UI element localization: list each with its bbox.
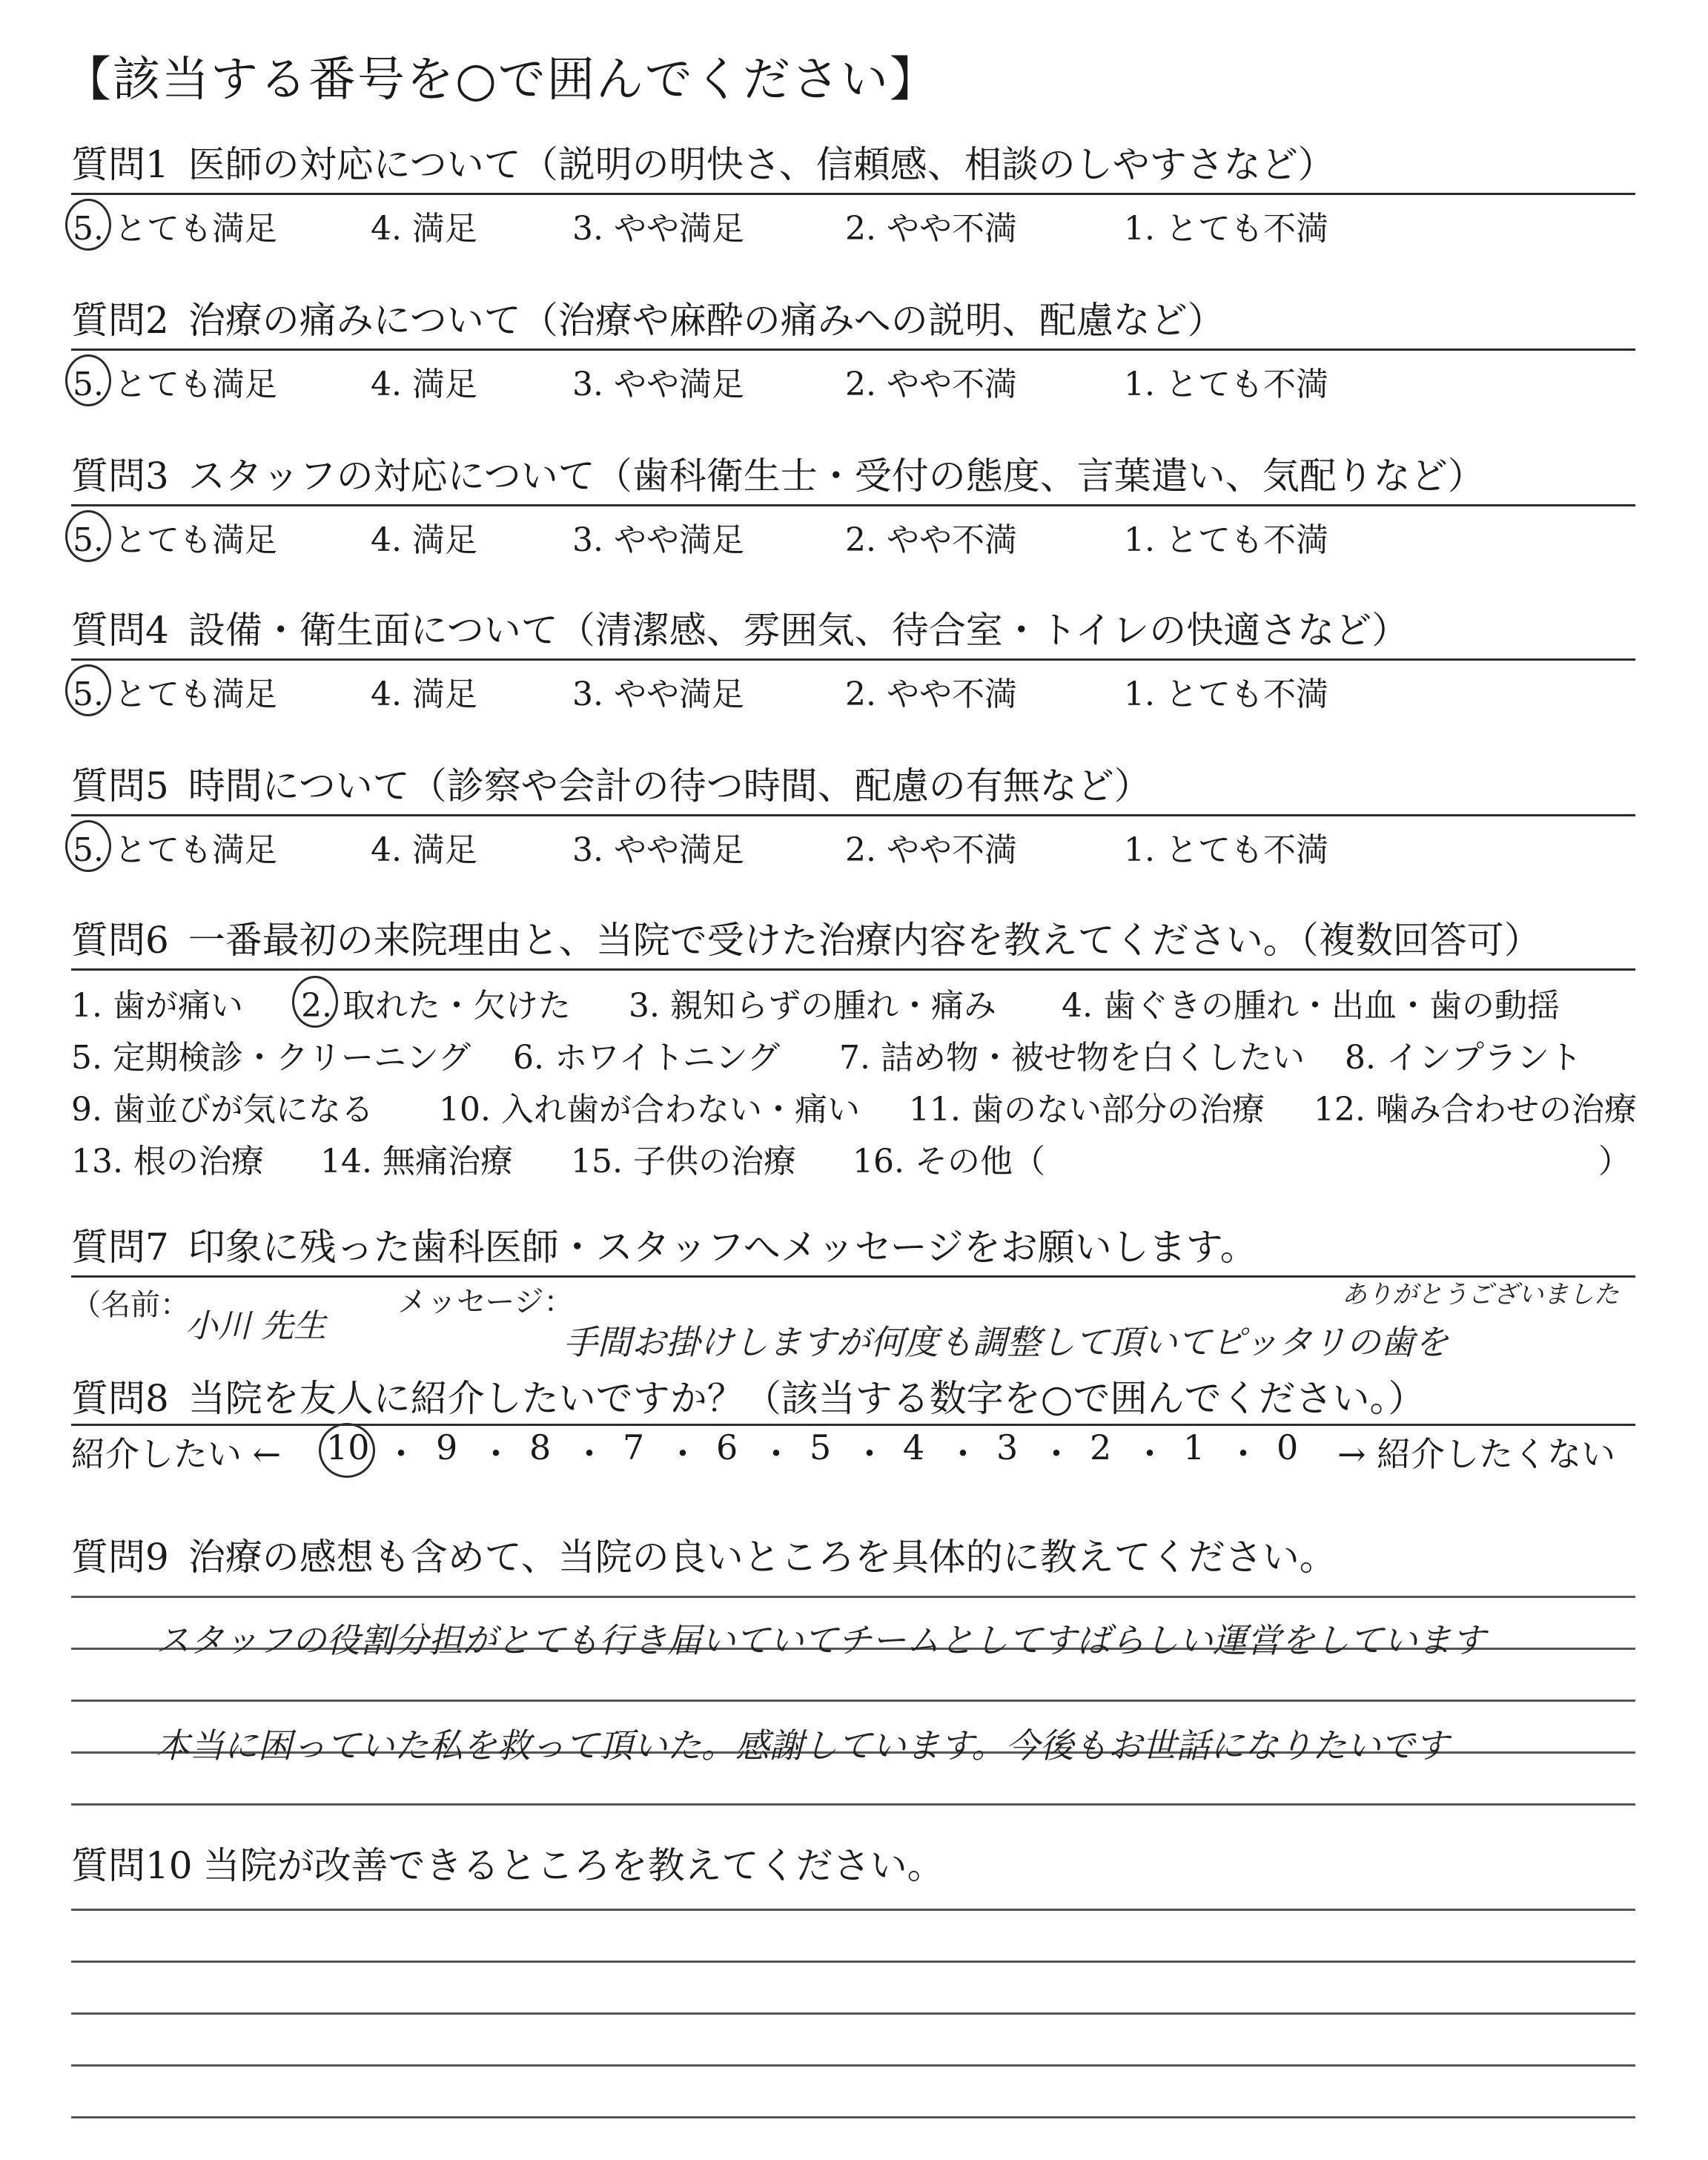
question-text: 治療の痛みについて（治療や麻酔の痛みへの説明、配慮など） — [188, 299, 1225, 342]
answer-line — [71, 2012, 1635, 2015]
answer-line — [71, 1961, 1635, 1963]
scale-3[interactable]: 3 — [996, 1427, 1019, 1467]
question-text: 印象に残った歯科医師・スタッフへメッセージをお願いします。 — [188, 1226, 1257, 1269]
option-1[interactable]: 1. とても不満 — [1124, 831, 1328, 869]
option-5[interactable]: 5. とても満足 — [73, 521, 277, 559]
option-4[interactable]: 4. 満足 — [371, 676, 477, 713]
question-8 — [71, 1376, 1635, 1421]
question-number: 質問9 — [71, 1536, 169, 1579]
scale-left-label: 紹介したい ← — [71, 1434, 282, 1474]
question-text: 当院が改善できるところを教えてください。 — [202, 1844, 944, 1887]
rating-options — [71, 823, 1635, 868]
question-2 — [71, 298, 1635, 403]
treatment-option-13[interactable]: 13. 根の治療 — [71, 1143, 264, 1180]
divider — [71, 658, 1635, 661]
question-7 — [71, 1225, 1635, 1269]
treatment-option-14[interactable]: 14. 無痛治療 — [320, 1143, 513, 1180]
scale-8[interactable]: 8 — [529, 1427, 552, 1467]
question-number: 質問4 — [71, 609, 169, 652]
question-text: 一番最初の来院理由と、当院で受けた治療内容を教えてください。（複数回答可） — [188, 919, 1541, 962]
option-1[interactable]: 1. とても不満 — [1124, 521, 1328, 559]
treatment-option-2[interactable]: 2. 取れた・欠けた — [301, 987, 571, 1025]
option-1[interactable]: 1. とても不満 — [1124, 366, 1328, 403]
divider — [71, 968, 1635, 971]
scale-dot: ・ — [759, 1434, 793, 1474]
rating-options — [71, 513, 1635, 558]
option-3[interactable]: 3. やや満足 — [572, 676, 744, 713]
name-label: （名前： — [71, 1288, 190, 1322]
treatment-row-3 — [71, 1083, 1635, 1127]
question-5 — [71, 764, 1635, 869]
question-number: 質問8 — [71, 1377, 169, 1420]
treatment-option-9[interactable]: 9. 歯並びが気になる — [71, 1091, 374, 1129]
other-close-paren: ） — [1598, 1143, 1631, 1180]
scale-dot: ・ — [946, 1434, 980, 1474]
option-5[interactable]: 5. とても満足 — [73, 366, 277, 403]
recommend-scale — [71, 1427, 1635, 1472]
treatment-option-3[interactable]: 3. 親知らずの腫れ・痛み — [629, 987, 996, 1025]
question-text: 治療の感想も含めて、当院の良いところを具体的に教えてください。 — [188, 1536, 1337, 1579]
scale-dot: ・ — [1039, 1434, 1073, 1474]
option-3[interactable]: 3. やや満足 — [572, 366, 744, 403]
scale-right-label: → 紹介したくない — [1337, 1434, 1616, 1474]
scale-7[interactable]: 7 — [623, 1427, 645, 1467]
option-4[interactable]: 4. 満足 — [371, 521, 477, 559]
scale-10[interactable]: 10 — [326, 1427, 370, 1467]
question-3 — [71, 454, 1635, 559]
q9-answer-line-1[interactable]: スタッフの役割分担がとても行き届いていてチームとしてすばらしい運営をしています — [156, 1620, 1486, 1660]
message-label: メッセージ： — [397, 1285, 574, 1319]
question-number: 質問5 — [71, 764, 169, 807]
option-3[interactable]: 3. やや満足 — [572, 521, 744, 559]
scale-dot: ・ — [666, 1434, 700, 1474]
treatment-row-2 — [71, 1031, 1635, 1075]
divider — [71, 193, 1635, 195]
treatment-option-6[interactable]: 6. ホワイトニング — [513, 1039, 781, 1077]
question-number: 質問2 — [71, 299, 169, 342]
scale-dot: ・ — [1133, 1434, 1167, 1474]
scale-dot: ・ — [853, 1434, 887, 1474]
option-2[interactable]: 2. やや不満 — [845, 210, 1017, 248]
treatment-option-10[interactable]: 10. 入れ歯が合わない・痛い — [439, 1091, 860, 1129]
treatment-option-7[interactable]: 7. 詰め物・被せ物を白くしたい — [839, 1039, 1305, 1077]
divider — [71, 814, 1635, 816]
option-4[interactable]: 4. 満足 — [371, 831, 477, 869]
option-5[interactable]: 5. とても満足 — [73, 210, 277, 248]
answer-line — [71, 2064, 1635, 2067]
divider — [71, 349, 1635, 351]
scale-9[interactable]: 9 — [436, 1427, 458, 1467]
answer-line — [71, 1909, 1635, 1911]
rating-options — [71, 202, 1635, 246]
treatment-option-16[interactable]: 16. その他（ — [853, 1143, 1045, 1180]
scale-5[interactable]: 5 — [810, 1427, 832, 1467]
question-number: 質問1 — [71, 143, 169, 186]
treatment-option-12[interactable]: 12. 噛み合わせの治療 — [1314, 1091, 1637, 1129]
option-1[interactable]: 1. とても不満 — [1124, 676, 1328, 713]
rating-options — [71, 357, 1635, 402]
treatment-option-8[interactable]: 8. インプラント — [1345, 1039, 1582, 1077]
treatment-option-4[interactable]: 4. 歯ぐきの腫れ・出血・歯の動揺 — [1062, 987, 1560, 1025]
question-9 — [71, 1535, 1635, 1579]
option-5[interactable]: 5. とても満足 — [73, 831, 277, 869]
answer-line — [71, 1803, 1635, 1806]
question-6 — [71, 918, 1637, 1180]
question-number: 質問7 — [71, 1226, 169, 1269]
option-3[interactable]: 3. やや満足 — [572, 210, 744, 248]
scale-dot: ・ — [384, 1434, 418, 1474]
option-1[interactable]: 1. とても不満 — [1124, 210, 1328, 248]
option-5[interactable]: 5. とても満足 — [73, 676, 277, 713]
scale-dot: ・ — [1226, 1434, 1260, 1474]
option-2[interactable]: 2. やや不満 — [845, 831, 1017, 869]
treatment-option-1[interactable]: 1. 歯が痛い — [71, 987, 243, 1025]
scale-0[interactable]: 0 — [1277, 1427, 1299, 1467]
question-10 — [71, 1843, 1635, 1888]
scale-dot: ・ — [572, 1434, 606, 1474]
treatment-row-1 — [71, 979, 1635, 1023]
question-4 — [71, 608, 1635, 713]
question-number: 質問10 — [71, 1844, 193, 1887]
question-number: 質問6 — [71, 919, 169, 962]
scale-4[interactable]: 4 — [903, 1427, 925, 1467]
option-2[interactable]: 2. やや不満 — [845, 676, 1017, 713]
treatment-option-15[interactable]: 15. 子供の治療 — [571, 1143, 796, 1180]
option-4[interactable]: 4. 満足 — [371, 210, 477, 248]
scale-dot: ・ — [479, 1434, 513, 1474]
question-text: 時間について（診察や会計の待つ時間、配慮の有無など） — [188, 764, 1151, 807]
answer-line — [71, 2116, 1635, 2118]
question-1 — [71, 142, 1635, 248]
rating-options — [71, 667, 1635, 712]
option-2[interactable]: 2. やや不満 — [845, 366, 1017, 403]
message-extra[interactable]: ありがとうございました — [1342, 1280, 1619, 1309]
question-text: 当院を友人に紹介したいですか？（該当する数字を○で囲んでください。） — [188, 1377, 1426, 1420]
treatment-option-5[interactable]: 5. 定期検診・クリーニング — [71, 1039, 471, 1077]
form-header: 【該当する番号を○で囲んでください】 — [64, 53, 939, 108]
question-text: スタッフの対応について（歯科衛生士・受付の態度、言葉遣い、気配りなど） — [188, 455, 1485, 498]
option-3[interactable]: 3. やや満足 — [572, 831, 744, 869]
scale-6[interactable]: 6 — [716, 1427, 738, 1467]
question-text: 設備・衛生面について（清潔感、雰囲気、待合室・トイレの快適さなど） — [188, 609, 1409, 652]
divider — [71, 504, 1635, 506]
answer-line — [71, 1596, 1635, 1598]
name-value[interactable]: 小川 先生 — [185, 1307, 326, 1345]
option-2[interactable]: 2. やや不満 — [845, 521, 1017, 559]
treatment-row-4 — [71, 1135, 1635, 1179]
option-4[interactable]: 4. 満足 — [371, 366, 477, 403]
q9-answer-line-2[interactable]: 本当に困っていた私を救って頂いた。感謝しています。今後もお世話になりたいです — [156, 1725, 1449, 1766]
message-value[interactable]: 手間お掛けしますが何度も調整して頂いてピッタリの歯を — [563, 1322, 1449, 1362]
answer-line — [71, 1700, 1635, 1702]
treatment-option-11[interactable]: 11. 歯のない部分の治療 — [909, 1091, 1265, 1129]
question-number: 質問3 — [71, 455, 169, 498]
divider — [71, 1424, 1635, 1426]
scale-2[interactable]: 2 — [1090, 1427, 1112, 1467]
scale-1[interactable]: 1 — [1183, 1427, 1205, 1467]
question-text: 医師の対応について（説明の明快さ、信頼感、相談のしやすさなど） — [188, 143, 1335, 186]
